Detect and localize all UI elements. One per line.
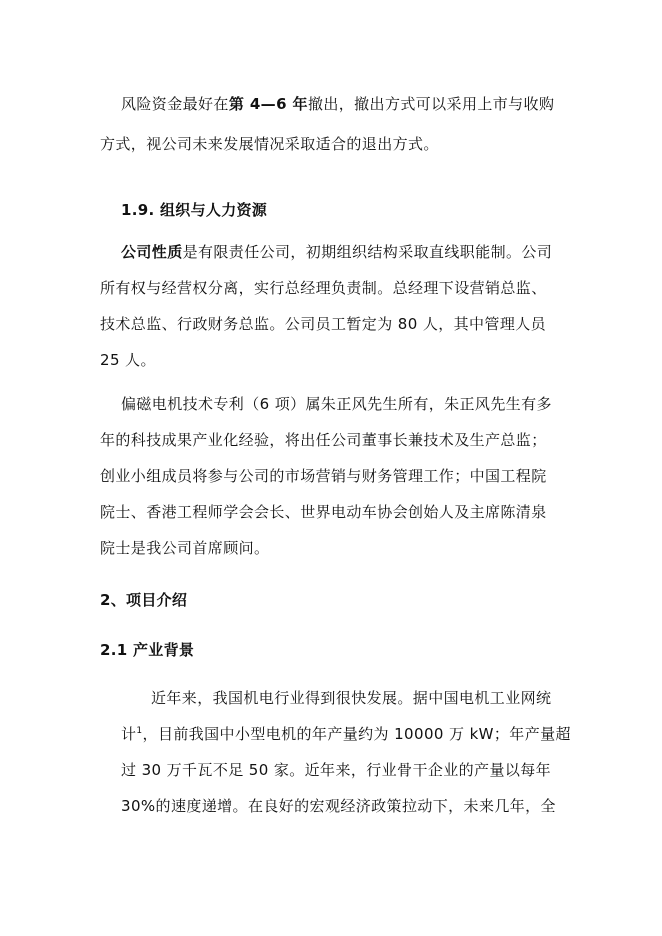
paragraph-patent-line-3: 创业小组成员将参与公司的市场营销与财务管理工作；中国工程院 [100,467,547,485]
paragraph-industry-line-3: 过 30 万千瓦不足 50 家。近年来，行业骨干企业的产量以每年 [121,761,552,779]
paragraph-industry-line-4: 30%的速度递增。在良好的宏观经济政策拉动下，未来几年，全 [121,797,556,815]
paragraph-industry-line-1: 近年来，我国机电行业得到很快发展。据中国电机工业网统 [151,689,552,707]
heading-2-1-industry-background: 2.1 产业背景 [100,641,195,659]
heading-1-9-organization: 1.9. 组织与人力资源 [121,201,268,219]
paragraph-patent-line-1: 偏磁电机技术专利（6 项）属朱正风先生所有，朱正风先生有多 [121,395,552,413]
text: ，目前我国中小型电机的年产量约为 10000 万 kW；年产量超 [142,725,571,743]
paragraph-company-nature-line-1 [121,242,552,262]
paragraph-exit-strategy-line-2: 方式，视公司未来发展情况采取适合的退出方式。 [100,135,439,153]
paragraph-patent-line-4: 院士、香港工程师学会会长、世界电动车协会创始人及主席陈清泉 [100,503,547,521]
footnote-ref[interactable]: 1 [136,726,143,736]
paragraph-patent-line-5: 院士是我公司首席顾问。 [100,539,270,557]
paragraph-company-nature-line-3: 技术总监、行政财务总监。公司员工暂定为 80 人，其中管理人员 [100,315,547,333]
text: 是有限责任公司，初期组织结构采取直线职能制。公司 [182,243,553,261]
text: 风险资金最好在 [121,95,229,113]
heading-2-project-intro: 2、项目介绍 [100,591,188,609]
paragraph-industry-line-2 [121,724,571,744]
paragraph-exit-strategy-line-1 [121,94,554,114]
company-nature-label: 公司性质 [121,243,183,261]
text: 撤出，撤出方式可以采用上市与收购 [307,95,555,113]
paragraph-company-nature-line-4: 25 人。 [100,351,156,369]
exit-year-range: 第 4—6 年 [228,95,308,113]
paragraph-company-nature-line-2: 所有权与经营权分离，实行总经理负责制。总经理下设营销总监、 [100,279,547,297]
text: 计 [121,725,137,743]
paragraph-patent-line-2: 年的科技成果产业化经验，将出任公司董事长兼技术及生产总监； [100,431,547,449]
